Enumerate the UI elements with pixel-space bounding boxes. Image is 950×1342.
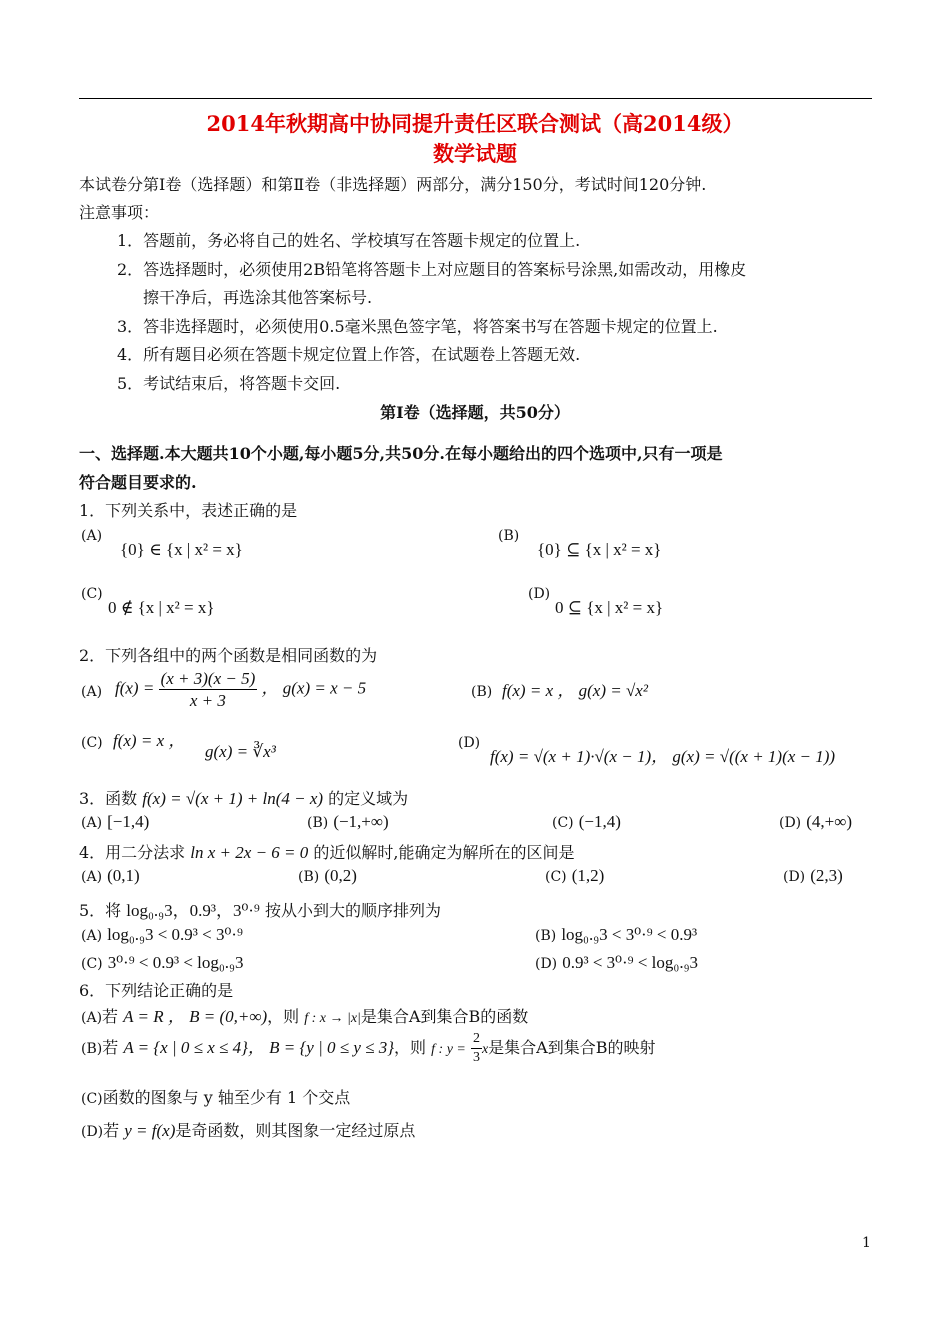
q4-option-a — [81, 866, 140, 886]
intro-text: 本试卷分第Ⅰ卷（选择题）和第Ⅱ卷（非选择题）两部分，满分150分，考试时间120分钟. — [79, 175, 707, 194]
q2-option-c-label: (C) — [81, 735, 103, 751]
q5-option-d-label: (D) — [535, 956, 558, 972]
q6-a-pre: 若 — [102, 1007, 119, 1026]
q2-option-b: f(x) = x ， g(x) = √x² — [502, 681, 648, 700]
q6-d-pre: 若 — [103, 1121, 120, 1140]
q1-option-a: {0} ∈ {x | x² = x} — [120, 540, 243, 559]
q6-a-post: 是集合A到集合B的函数 — [360, 1007, 529, 1026]
q4-option-b — [298, 866, 357, 886]
q2-option-a-label: (A) — [81, 684, 103, 700]
q2-option-c-f: f(x) = x ， — [113, 731, 186, 750]
q6-b-numerator: 2 — [471, 1032, 482, 1049]
notes-heading: 注意事项： — [79, 203, 160, 222]
section1-heading-cont: 符合题目要求的. — [79, 473, 197, 492]
q6-b-pre: 若 — [102, 1038, 119, 1057]
section1-heading: 一、选择题.本大题共10个小题,每小题5分,共50分.在每小题给出的四个选项中,只有一项是 — [79, 444, 723, 463]
q4-option-d-label: (D) — [783, 869, 806, 885]
q6-b-mid: ，则 — [394, 1038, 427, 1057]
q3-option-b-label: (B) — [307, 815, 329, 831]
q5-option-a-label: (A) — [81, 928, 103, 944]
q5-option-a-value: log₀.₉3 < 0.9³ < 3⁰·⁹ — [107, 925, 243, 944]
q4-stem-pre: 4．用二分法求 — [79, 843, 186, 862]
q3-stem-math: f(x) = √(x + 1) + ln(4 − x) — [142, 789, 324, 808]
q5-option-c-value: 3⁰·⁹ < 0.9³ < log₀.₉3 — [107, 953, 244, 972]
q4-stem-post: 的近似解时,能确定为解所在的区间是 — [313, 843, 575, 862]
q4-option-a-value: (0,1) — [107, 866, 140, 885]
q5-option-b — [535, 925, 697, 945]
q3-option-b — [307, 812, 389, 832]
q6-b-x: x — [481, 1042, 489, 1057]
header-rule — [79, 98, 872, 99]
q1-option-d-label: (D) — [528, 586, 551, 602]
q5-option-b-value: log₀.₉3 < 3⁰·⁹ < 0.9³ — [561, 925, 698, 944]
q4-option-d-value: (2,3) — [810, 866, 843, 885]
q6-option-c — [81, 1085, 350, 1108]
q4-option-b-value: (0,2) — [324, 866, 357, 885]
q6-b-map: f : y = — [431, 1042, 466, 1057]
q6-option-c-label: (C) — [81, 1091, 103, 1107]
q4-stem — [79, 840, 574, 863]
q3-option-c-value: (−1,4) — [578, 812, 621, 831]
q6-d-post: 是奇函数，则其图象一定经过原点 — [175, 1121, 416, 1140]
q6-b-math: A = {x | 0 ≤ x ≤ 4}， B = {y | 0 ≤ y ≤ 3} — [123, 1038, 395, 1057]
q5-option-a — [81, 925, 243, 945]
q1-stem: 1．下列关系中，表述正确的是 — [79, 501, 298, 520]
q4-stem-math: ln x + 2x − 6 = 0 — [190, 843, 309, 862]
q3-option-b-value: (−1,+∞) — [333, 812, 389, 831]
q3-option-d-label: (D) — [779, 815, 802, 831]
q2-a-numerator: (x + 3)(x − 5) — [160, 669, 256, 688]
note-item: 3．答非选择题时，必须使用0.5毫米黑色签字笔，将答案书写在答题卡规定的位置上. — [117, 317, 718, 336]
q5-option-b-label: (B) — [535, 928, 557, 944]
q5-option-c — [81, 953, 244, 973]
q3-option-c — [552, 812, 621, 832]
page-number: 1 — [862, 1235, 871, 1251]
q3-option-d-value: (4,+∞) — [806, 812, 853, 831]
q5-stem-post: 按从小到大的顺序排列为 — [264, 901, 441, 920]
q6-b-fraction — [471, 1032, 482, 1065]
q4-option-d — [783, 866, 843, 886]
q6-option-b-label: (B) — [81, 1041, 103, 1057]
q4-option-b-label: (B) — [298, 869, 320, 885]
note-item: 擦干净后，再选涂其他答案标号. — [143, 288, 373, 307]
q5-option-d-value: 0.9³ < 3⁰·⁹ < log₀.₉3 — [562, 953, 699, 972]
q2-a-lhs: f(x) = — [115, 678, 155, 698]
q3-stem-post: 的定义域为 — [328, 789, 409, 808]
q2-option-a — [115, 670, 366, 709]
q6-stem: 6．下列结论正确的是 — [79, 981, 234, 1000]
q6-c-text: 函数的图象与 y 轴至少有 1 个交点 — [102, 1088, 351, 1107]
q6-option-a-label: (A) — [81, 1010, 103, 1026]
q6-b-denominator: 3 — [472, 1050, 480, 1065]
part1-title: 第Ⅰ卷（选择题，共50分） — [380, 403, 570, 422]
q3-option-d — [779, 812, 852, 832]
note-item: 4．所有题目必须在答题卡规定位置上作答，在试题卷上答题无效. — [117, 345, 581, 364]
q2-a-fraction — [159, 670, 258, 709]
q5-stem-pre: 5．将 — [79, 901, 122, 920]
q1-option-b: {0} ⊆ {x | x² = x} — [537, 540, 662, 559]
q3-option-a — [81, 812, 149, 832]
q3-stem — [79, 786, 408, 809]
q1-option-b-label: (B) — [498, 528, 520, 544]
q5-option-d — [535, 953, 698, 973]
q6-option-d-label: (D) — [81, 1124, 104, 1140]
q3-stem-pre: 3．函数 — [79, 789, 138, 808]
q4-option-a-label: (A) — [81, 869, 103, 885]
q3-option-c-label: (C) — [552, 815, 574, 831]
q1-option-d: 0 ⊆ {x | x² = x} — [555, 598, 664, 617]
q3-option-a-value: [−1,4) — [107, 812, 150, 831]
note-item: 1．答题前，务必将自己的姓名、学校填写在答题卡规定的位置上. — [117, 231, 581, 250]
q5-option-c-label: (C) — [81, 956, 103, 972]
q3-option-a-label: (A) — [81, 815, 103, 831]
q6-b-post: 是集合A到集合B的映射 — [488, 1038, 656, 1057]
q6-a-map: f : x → |x| — [304, 1011, 361, 1026]
q4-option-c-value: (1,2) — [571, 866, 605, 885]
q2-option-d: f(x) = √(x + 1)·√(x − 1)， g(x) = √((x + 1)(x − 1)) — [490, 747, 836, 766]
q2-a-rhs: ， g(x) = x − 5 — [261, 678, 367, 698]
q2-option-c-g: g(x) = ∛x³ — [205, 742, 276, 761]
q6-option-b — [81, 1032, 656, 1065]
q1-option-c: 0 ∉ {x | x² = x} — [108, 598, 215, 617]
q2-option-d-label: (D) — [458, 735, 481, 751]
q6-option-d — [81, 1118, 415, 1141]
q6-option-a — [81, 1002, 528, 1027]
q6-a-mid: ，则 — [267, 1007, 300, 1026]
q4-option-c — [545, 866, 604, 886]
q2-stem: 2．下列各组中的两个函数是相同函数的为 — [79, 646, 378, 665]
q1-option-c-label: (C) — [81, 586, 103, 602]
q1-option-a-label: (A) — [81, 528, 103, 544]
q5-stem — [79, 896, 441, 921]
q6-d-math: y = f(x) — [124, 1121, 176, 1140]
exam-title: 2014年秋期高中协同提升责任区联合测试（高2014级） — [206, 111, 744, 136]
exam-subtitle: 数学试题 — [433, 141, 517, 166]
q4-option-c-label: (C) — [545, 869, 567, 885]
note-item: 5．考试结束后，将答题卡交回. — [117, 374, 341, 393]
q2-option-b-label: (B) — [471, 684, 493, 700]
q5-stem-math: log₀.₉3，0.9³，3⁰·⁹ — [126, 901, 260, 920]
note-item: 2．答选择题时，必须使用2B铅笔将答题卡上对应题目的答案标号涂黑,如需改动，用橡皮 — [117, 260, 747, 279]
q2-a-denominator: x + 3 — [189, 691, 226, 710]
q6-a-math: A = R ， B = (0,+∞) — [123, 1007, 268, 1026]
